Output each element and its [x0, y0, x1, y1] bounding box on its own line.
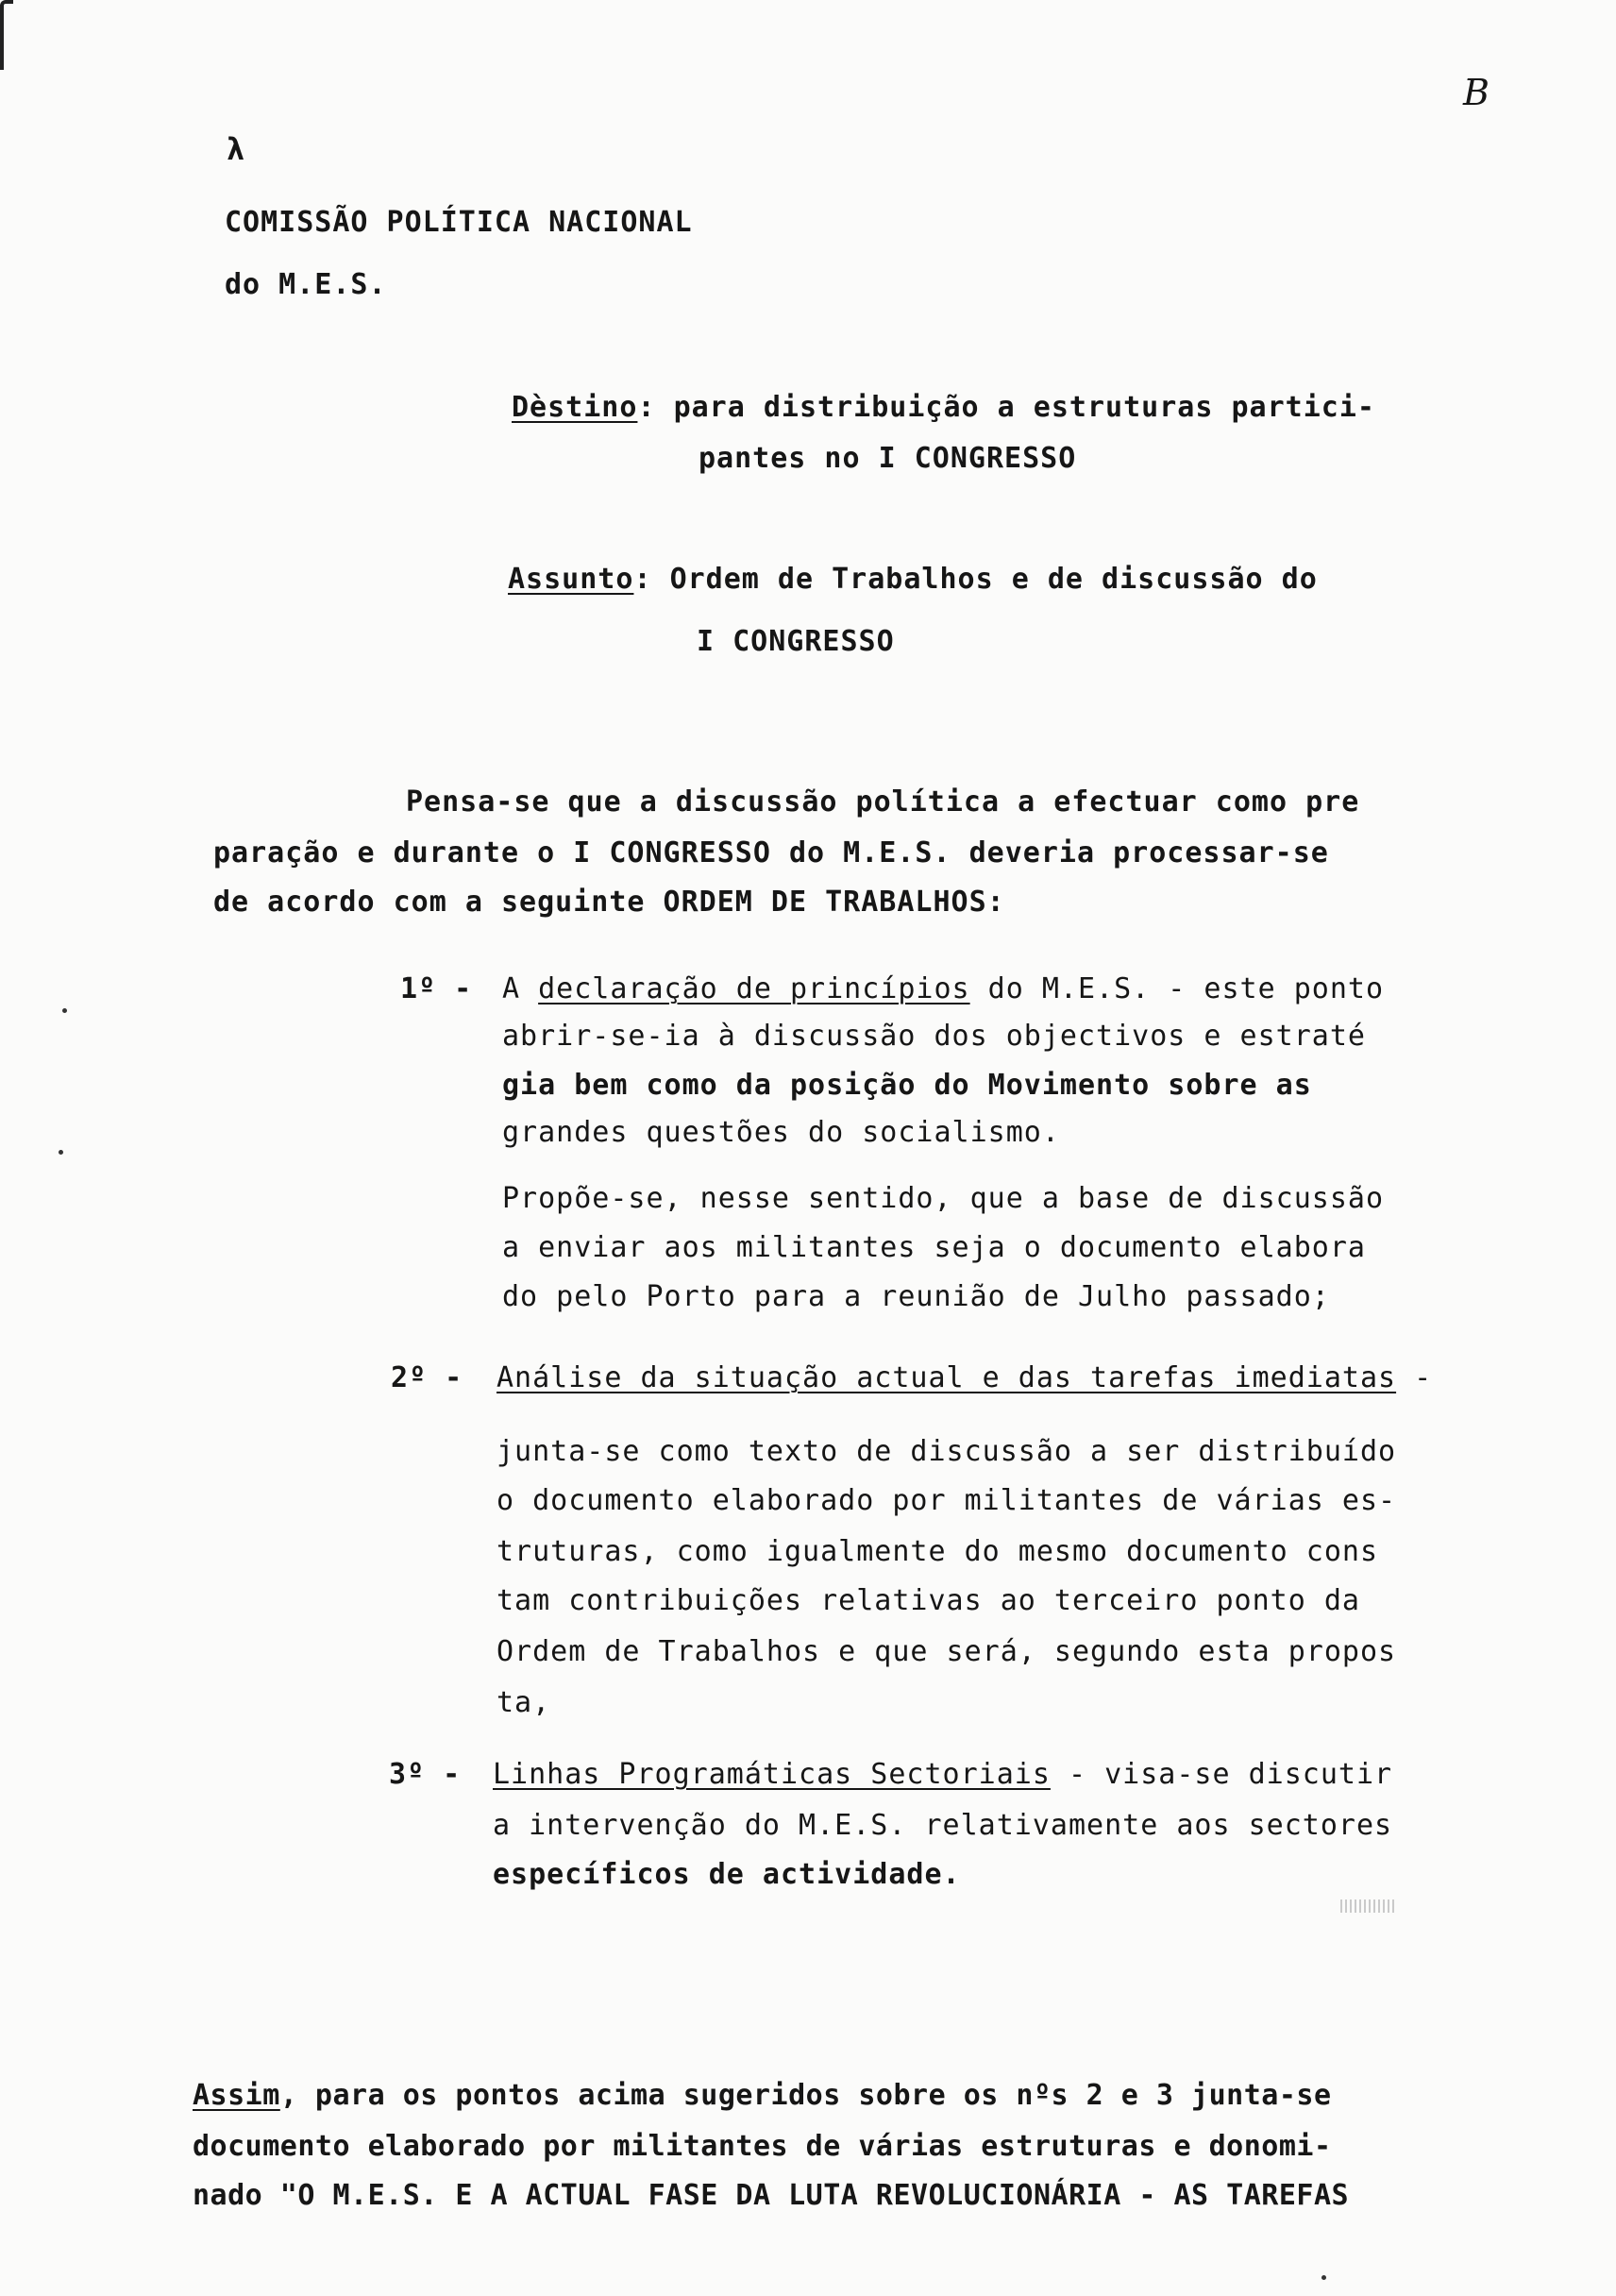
item1-p2-line3: do pelo Porto para a reunião de Julho passado; — [502, 1280, 1330, 1313]
closing-line3: nado "O M.E.S. E A ACTUAL FASE DA LUTA REVOLUCIONÁRIA - AS TAREFAS — [193, 2179, 1350, 2212]
assunto-row — [508, 561, 1318, 599]
item3-line3: específicos de actividade. — [493, 1858, 961, 1891]
top-mark: λ — [227, 131, 246, 167]
scan-speck — [62, 1008, 67, 1013]
closing-label: Assim — [193, 2079, 280, 2112]
closing-line2: documento elaborado por militantes de várias estruturas e donomi- — [193, 2130, 1332, 2163]
item1-line4: grandes questões do socialismo. — [502, 1116, 1060, 1149]
item2-line3: o documento elaborado por militantes de várias es- — [497, 1484, 1397, 1517]
item2-line1 — [497, 1359, 1432, 1397]
item1-p2-line1: Propõe-se, nesse sentido, que a base de discussão — [502, 1182, 1385, 1215]
assunto-line1: Ordem de Trabalhos e de discussão do — [669, 563, 1318, 596]
item2-title: Análise da situação actual e das tarefas imediatas — [497, 1361, 1397, 1394]
destino-sep: : — [637, 391, 656, 424]
item1-title: declaração de princípios — [538, 972, 970, 1005]
scan-speck — [59, 1150, 63, 1155]
item2-number: 2º - — [391, 1361, 463, 1394]
item1-post: do M.E.S. - este ponto — [987, 972, 1385, 1005]
item1-line3: gia bem como da posição do Movimento sobre as — [502, 1069, 1312, 1102]
destino-line2: pantes no I CONGRESSO — [699, 442, 1077, 475]
closing-line1-rest: , para os pontos acima sugeridos sobre os nºs 2 e 3 junta-se — [279, 2079, 1332, 2112]
org-title: COMISSÃO POLÍTICA NACIONAL — [225, 206, 693, 239]
closing-line1 — [193, 2077, 1332, 2115]
item3-line2: a intervenção do M.E.S. relativamente aos sectores — [493, 1809, 1393, 1842]
assunto-label: Assunto — [508, 563, 634, 596]
item3-line1 — [493, 1756, 1392, 1794]
destino-row — [512, 389, 1375, 427]
item2-line5: tam contribuições relativas ao terceiro ponto da — [497, 1584, 1360, 1617]
item3-post: - visa-se discutir — [1068, 1758, 1393, 1791]
item1-number: 1º - — [400, 972, 473, 1005]
intro-line2: paração e durante o I CONGRESSO do M.E.S. deveria processar-se — [213, 836, 1329, 869]
destino-label: Dèstino — [512, 391, 638, 424]
corner-letter: B — [1463, 72, 1490, 113]
destino-line1: para distribuição a estruturas partici- — [673, 391, 1375, 424]
assunto-sep: : — [633, 563, 652, 596]
org-subtitle: do M.E.S. — [225, 268, 387, 301]
assunto-line2: I CONGRESSO — [697, 625, 895, 658]
item3-number: 3º - — [389, 1758, 462, 1791]
item3-title: Linhas Programáticas Sectoriais — [493, 1758, 1051, 1791]
item2-line6: Ordem de Trabalhos e que será, segundo esta propos — [497, 1635, 1397, 1668]
item1-line1 — [502, 971, 1384, 1008]
scan-speck — [1321, 2275, 1326, 2280]
item1-line2: abrir-se-ia à discussão dos objectivos e estraté — [502, 1020, 1366, 1053]
corner-mark — [0, 0, 13, 70]
intro-line3: de acordo com a seguinte ORDEM DE TRABALHOS: — [213, 886, 1005, 919]
item2-line7: ta, — [497, 1686, 551, 1719]
scan-smudge — [1340, 1899, 1397, 1913]
item2-line2: junta-se como texto de discussão a ser distribuído — [497, 1435, 1397, 1468]
item2-line4: truturas, como igualmente do mesmo documento cons — [497, 1535, 1379, 1568]
item2-post: - — [1414, 1361, 1433, 1394]
item1-pre: A — [502, 972, 521, 1005]
item1-p2-line2: a enviar aos militantes seja o documento elabora — [502, 1231, 1366, 1264]
intro-line1: Pensa-se que a discussão política a efectuar como pre — [406, 785, 1360, 819]
